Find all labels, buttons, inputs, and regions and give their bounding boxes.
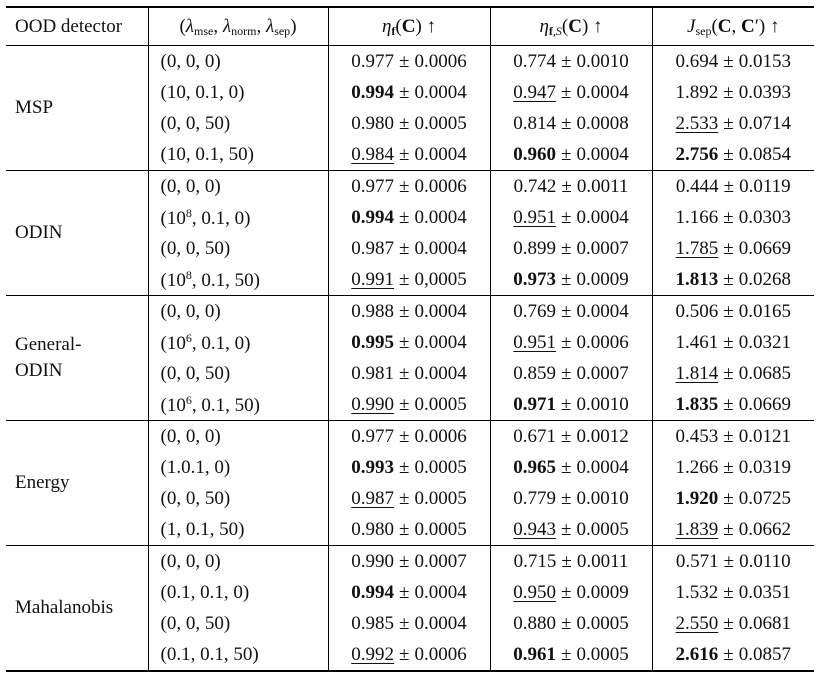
config-cell: (0, 0, 50) [148,108,328,139]
cell-mean: 0.715 [513,551,557,572]
plus-minus: ± [723,82,734,103]
eta-fs-cell [490,171,652,203]
cell-mean: 0.943 [513,519,557,540]
cell-mean: 0.994 [351,207,395,228]
detector-cell: MSP [6,46,148,171]
cell-std: 0.0010 [576,394,629,415]
plus-minus: ± [399,332,410,353]
cell-std: 0.0005 [414,519,467,540]
cell-std: 0.0005 [414,488,467,509]
cell-std: 0.0011 [576,176,629,197]
cell-mean: 0.694 [675,51,719,72]
cell-std: 0.0004 [414,332,467,353]
j-sep-cell [652,171,814,203]
plus-minus: ± [723,207,734,228]
j-sep-cell [652,358,814,389]
cell-mean: 0.988 [351,301,395,322]
plus-minus: ± [561,488,572,509]
cell-mean: 0.995 [351,332,395,353]
j-sep-cell [652,639,814,671]
j-sep-cell [652,452,814,483]
cell-std: 0.0004 [414,144,467,165]
cell-std: 0.0669 [738,238,791,259]
cell-mean: 0.980 [351,519,395,540]
plus-minus: ± [561,144,572,165]
plus-minus: ± [561,551,572,572]
cell-mean: 0.977 [351,426,395,447]
cell-std: 0.0006 [414,176,467,197]
cell-mean: 0.950 [513,582,557,603]
cell-std: 0.0007 [576,238,629,259]
cell-std: 0.0393 [738,82,791,103]
cell-mean: 1.166 [675,207,719,228]
eta-f-cell [328,577,490,608]
cell-std: 0.0005 [414,113,467,134]
config-cell: (0, 0, 0) [148,296,328,328]
cell-mean: 0.992 [351,644,395,665]
eta-f-cell [328,108,490,139]
cell-std: 0.0005 [576,613,629,634]
cell-std: 0.0121 [738,426,791,447]
header-detector: OOD detector [6,7,148,46]
cell-mean: 0.990 [351,551,395,572]
plus-minus: ± [399,613,410,634]
eta-fs-cell [490,296,652,328]
cell-mean: 0.994 [351,582,395,603]
cell-std: 0.0725 [738,488,791,509]
eta-f-cell [328,358,490,389]
eta-f-cell [328,639,490,671]
plus-minus: ± [723,613,734,634]
plus-minus: ± [723,488,734,509]
plus-minus: ± [399,363,410,384]
cell-std: 0.0009 [576,582,629,603]
config-cell: (10, 0.1, 0) [148,77,328,108]
cell-mean: 0.947 [513,82,557,103]
eta-fs-cell [490,264,652,296]
cell-mean: 0.899 [513,238,557,259]
cell-mean: 0.984 [351,144,395,165]
cell-std: 0.0005 [414,457,467,478]
config-cell: (0, 0, 0) [148,421,328,453]
cell-mean: 1.839 [675,519,719,540]
cell-mean: 0.671 [513,426,557,447]
plus-minus: ± [399,207,410,228]
plus-minus: ± [723,457,734,478]
eta-fs-cell [490,483,652,514]
config-cell: (0, 0, 0) [148,46,328,78]
cell-mean: 0.971 [513,394,557,415]
eta-fs-cell [490,608,652,639]
eta-f-cell [328,233,490,264]
cell-std: 0.0011 [576,551,629,572]
eta-fs-cell [490,77,652,108]
plus-minus: ± [561,238,572,259]
cell-std: 0.0681 [738,613,791,634]
plus-minus: ± [561,426,572,447]
plus-minus: ± [399,82,410,103]
plus-minus: ± [561,394,572,415]
cell-mean: 0.987 [351,488,395,509]
eta-f-cell [328,327,490,358]
table-row [6,46,814,78]
cell-std: 0.0321 [738,332,791,353]
cell-mean: 0.769 [513,301,557,322]
cell-mean: 0.960 [513,144,557,165]
cell-std: 0.0004 [576,144,629,165]
cell-mean: 0.981 [351,363,395,384]
eta-f-cell [328,46,490,78]
plus-minus: ± [723,238,734,259]
plus-minus: ± [561,176,572,197]
plus-minus: ± [399,238,410,259]
j-sep-cell [652,389,814,421]
j-sep-cell [652,108,814,139]
plus-minus: ± [723,363,734,384]
plus-minus: ± [561,332,572,353]
cell-mean: 0.880 [513,613,557,634]
j-sep-cell [652,296,814,328]
cell-mean: 0.980 [351,113,395,134]
cell-std: 0.0319 [738,457,791,478]
plus-minus: ± [561,82,572,103]
config-cell: (0.1, 0.1, 0) [148,577,328,608]
eta-fs-cell [490,421,652,453]
plus-minus: ± [723,582,734,603]
plus-minus: ± [561,582,572,603]
eta-fs-cell [490,358,652,389]
detector-cell: Mahalanobis [6,546,148,672]
plus-minus: ± [561,269,572,290]
cell-mean: 0.814 [513,113,557,134]
plus-minus: ± [561,644,572,665]
eta-fs-cell [490,108,652,139]
plus-minus: ± [561,301,572,322]
plus-minus: ± [399,644,410,665]
cell-mean: 0.961 [513,644,557,665]
eta-f-cell [328,608,490,639]
plus-minus: ± [399,51,410,72]
eta-f-cell [328,483,490,514]
cell-std: 0.0714 [738,113,791,134]
cell-std: 0.0010 [576,488,629,509]
plus-minus: ± [561,457,572,478]
cell-std: 0.0153 [738,51,791,72]
config-cell: ($10^8$, 0.1, 0) [148,202,328,233]
eta-f-cell [328,139,490,171]
plus-minus: ± [399,582,410,603]
cell-mean: 0.742 [513,176,557,197]
plus-minus: ± [561,207,572,228]
plus-minus: ± [561,51,572,72]
header-config: ($\lambda_{mse}$, $\lambda_{norm}$, $\lambda_{sep}$) [148,7,328,46]
cell-mean: 0.977 [351,51,395,72]
eta-fs-cell [490,452,652,483]
plus-minus: ± [561,519,572,540]
cell-std: 0.0012 [576,426,629,447]
plus-minus: ± [399,426,410,447]
table-row [6,296,814,328]
eta-fs-cell [490,514,652,546]
plus-minus: ± [723,519,734,540]
cell-mean: 2.533 [675,113,719,134]
table-row [6,171,814,203]
cell-std: 0.0004 [576,301,629,322]
cell-std: 0.0004 [576,207,629,228]
cell-mean: 0.973 [513,269,557,290]
cell-std: 0.0669 [738,394,791,415]
plus-minus: ± [723,144,734,165]
detector-cell: General- ODIN [6,296,148,421]
config-cell: (0, 0, 0) [148,171,328,203]
plus-minus: ± [723,394,734,415]
cell-mean: 0.453 [675,426,719,447]
eta-f-cell [328,202,490,233]
config-cell: (0, 0, 0) [148,546,328,578]
cell-std: 0.0004 [414,238,467,259]
cell-mean: 1.785 [675,238,719,259]
cell-std: 0.0008 [576,113,629,134]
eta-f-cell [328,77,490,108]
config-cell: (1.0.1, 0) [148,452,328,483]
cell-std: 0,0005 [414,269,467,290]
plus-minus: ± [399,301,410,322]
j-sep-cell [652,483,814,514]
cell-mean: 0.859 [513,363,557,384]
table-body [6,46,814,672]
config-cell: ($10^8$, 0.1, 50) [148,264,328,296]
cell-mean: 0.991 [351,269,395,290]
plus-minus: ± [561,363,572,384]
config-cell: (1, 0.1, 50) [148,514,328,546]
plus-minus: ± [723,332,734,353]
plus-minus: ± [399,488,410,509]
config-cell: ($10^6$, 0.1, 0) [148,327,328,358]
cell-mean: 0.779 [513,488,557,509]
plus-minus: ± [723,269,734,290]
header-j-sep: $J_{sep}(C$, C′) ↑ [652,7,814,46]
j-sep-cell [652,546,814,578]
config-cell: (0, 0, 50) [148,608,328,639]
cell-mean: 0.774 [513,51,557,72]
header-eta-f: $\eta_f(C)$ ↑ [328,7,490,46]
cell-std: 0.0004 [414,301,467,322]
j-sep-cell [652,577,814,608]
cell-std: 0.0007 [414,551,467,572]
plus-minus: ± [723,551,735,572]
j-sep-cell [652,514,814,546]
table-row [6,546,814,578]
config-cell: (0, 0, 50) [148,358,328,389]
eta-f-cell [328,546,490,578]
eta-fs-cell [490,639,652,671]
eta-fs-cell [490,46,652,78]
plus-minus: ± [723,51,734,72]
eta-f-cell [328,264,490,296]
eta-fs-cell [490,139,652,171]
cell-std: 0.0006 [576,332,629,353]
cell-mean: 0.951 [513,332,557,353]
cell-std: 0.0685 [738,363,791,384]
j-sep-cell [652,77,814,108]
plus-minus: ± [723,301,734,322]
cell-std: 0.0005 [576,519,629,540]
eta-fs-cell [490,202,652,233]
j-sep-cell [652,264,814,296]
eta-fs-cell [490,389,652,421]
cell-mean: 1.892 [675,82,719,103]
cell-mean: 0.994 [351,82,395,103]
eta-fs-cell [490,546,652,578]
cell-std: 0.0303 [738,207,791,228]
detector-cell: Energy [6,421,148,546]
plus-minus: ± [723,644,734,665]
cell-std: 0.0006 [414,51,467,72]
cell-mean: 2.550 [675,613,719,634]
cell-mean: 2.616 [675,644,719,665]
plus-minus: ± [399,519,410,540]
cell-mean: 0.506 [675,301,719,322]
j-sep-cell [652,608,814,639]
cell-std: 0.0110 [739,551,791,572]
cell-mean: 0.987 [351,238,395,259]
plus-minus: ± [399,113,410,134]
cell-std: 0.0010 [576,51,629,72]
header-eta-fs: $\eta_{f,S}(C)$ ↑ [490,7,652,46]
cell-std: 0.0854 [738,144,791,165]
j-sep-cell [652,233,814,264]
cell-mean: 1.813 [675,269,719,290]
j-sep-cell [652,327,814,358]
j-sep-cell [652,421,814,453]
cell-mean: 1.814 [675,363,719,384]
cell-std: 0.0005 [414,394,467,415]
cell-std: 0.0004 [414,582,467,603]
cell-mean: 1.461 [675,332,719,353]
config-cell: (0.1, 0.1, 50) [148,639,328,671]
cell-mean: 0.965 [513,457,557,478]
plus-minus: ± [399,176,410,197]
cell-std: 0.0006 [414,644,467,665]
cell-mean: 1.835 [675,394,719,415]
cell-std: 0.0009 [576,269,629,290]
plus-minus: ± [561,113,572,134]
cell-std: 0.0268 [738,269,791,290]
plus-minus: ± [561,613,572,634]
eta-fs-cell [490,577,652,608]
cell-std: 0.0662 [738,519,791,540]
cell-mean: 0.985 [351,613,395,634]
plus-minus: ± [399,457,410,478]
eta-fs-cell [490,327,652,358]
cell-std: 0.0119 [739,176,791,197]
eta-fs-cell [490,233,652,264]
eta-f-cell [328,171,490,203]
cell-std: 0.0165 [738,301,791,322]
j-sep-cell [652,46,814,78]
eta-f-cell [328,296,490,328]
cell-mean: 0.977 [351,176,395,197]
cell-mean: 0.993 [351,457,395,478]
cell-mean: 2.756 [675,144,719,165]
plus-minus: ± [723,113,734,134]
results-table [6,6,814,672]
table-header [6,7,814,46]
config-cell: (0, 0, 50) [148,483,328,514]
cell-std: 0.0004 [414,363,467,384]
j-sep-cell [652,139,814,171]
table-row [6,421,814,453]
eta-f-cell [328,452,490,483]
cell-mean: 0.571 [675,551,719,572]
config-cell: (0, 0, 50) [148,233,328,264]
plus-minus: ± [399,394,410,415]
j-sep-cell [652,202,814,233]
eta-f-cell [328,514,490,546]
plus-minus: ± [399,144,410,165]
plus-minus: ± [399,269,410,290]
plus-minus: ± [723,176,735,197]
cell-std: 0.0857 [738,644,791,665]
cell-std: 0.0004 [576,82,629,103]
cell-std: 0.0004 [576,457,629,478]
cell-std: 0.0006 [414,426,467,447]
cell-std: 0.0351 [738,582,791,603]
detector-cell: ODIN [6,171,148,296]
cell-std: 0.0004 [414,207,467,228]
config-cell: (10, 0.1, 50) [148,139,328,171]
eta-f-cell [328,389,490,421]
plus-minus: ± [723,426,734,447]
cell-std: 0.0005 [576,644,629,665]
config-cell: ($10^6$, 0.1, 50) [148,389,328,421]
cell-mean: 0.444 [675,176,719,197]
cell-mean: 0.951 [513,207,557,228]
cell-mean: 1.266 [675,457,719,478]
eta-f-cell [328,421,490,453]
cell-std: 0.0007 [576,363,629,384]
cell-mean: 1.532 [675,582,719,603]
cell-mean: 1.920 [675,488,719,509]
cell-std: 0.0004 [414,613,467,634]
plus-minus: ± [399,551,410,572]
cell-mean: 0.990 [351,394,395,415]
cell-std: 0.0004 [414,82,467,103]
